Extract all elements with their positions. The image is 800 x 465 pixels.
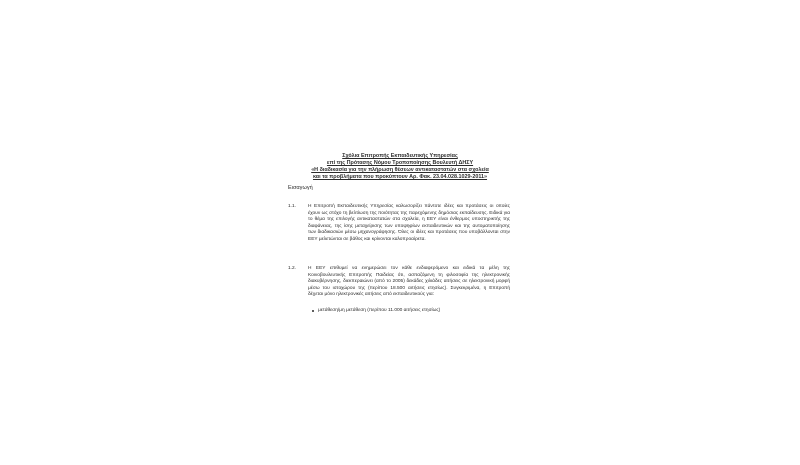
paragraph-number: 1.1.: [288, 204, 297, 209]
title-line: και τα προβλήματα που προκύπτουν Αρ. Φακ. 23.04.028.1029-2011»: [312, 174, 488, 180]
list-item: [312, 308, 512, 315]
bullet-list: [312, 308, 512, 315]
list-item-text: μετάθεση/μη μετάθεση (περίπου 11.000 αιτήσεις ετησίως): [318, 308, 441, 313]
paragraph: [288, 266, 510, 299]
title-line: «Η διαδικασία για την πλήρωση θέσεων αντικαταστατών στα σχολεία: [311, 167, 489, 173]
document-title: [270, 153, 530, 181]
paragraph-text: Η ΕΕΥ επιθυμεί να ενημερώσει τον κάθε ενδιαφερόμενο και ειδικά τα μέλη της Κοινοβουλευτικής Επιτροπής Παιδείας ότι, ασπαζόμενη τη φιλοσοφία της ηλεκτρονικής διακυβέρνησης, διεκπεραιώνει (από το 2005) δεκάδες χιλιάδες αιτήσεις σε ηλεκτρονική μορφή μέσω του ιστοχώρου της (περίπου 18.500 αιτήσεις ετησίως). Συγκεκριμένα, η Επιτροπή δέχεται μόνο ηλεκτρονικές αιτήσεις από εκπαιδευτικούς για:: [308, 266, 510, 298]
title-line: επί της Πρότασης Νόμου Τροποποίησης Βουλευτή ΔΗΣΥ: [326, 160, 474, 166]
title-line: Σχόλια Επιτροπής Εκπαιδευτικής Υπηρεσίας: [342, 153, 458, 159]
section-heading: Εισαγωγή: [288, 185, 313, 191]
paragraph: [288, 204, 510, 244]
paragraph-number: 1.2.: [288, 266, 297, 271]
paragraph-text: Η Επιτροπή Εκπαιδευτικής Υπηρεσίας καλωσορίζει πάντοτε ιδέες και προτάσεις οι οποίες έχουν ως στόχο τη βελτίωση της ποιότητας της παρεχόμενης δημόσιας εκπαίδευσης. Ειδικά για το θέμα της επιλογής αντικαταστατών στα σχολεία, η ΕΕΥ είναι ένθερμος υποστηρικτής της διαφάνειας, της ίσης μεταχείρισης των υποψηφίων εκπαιδευτικών και της αυτοματοποίησης των διαδικασιών μέσω μηχανογράφησης. Όλες οι ιδέες και προτάσεις που υποβάλλονται στην ΕΕΥ μελετώνται σε βάθος και κρίνονται καλοπροαίρετα.: [308, 204, 510, 242]
bullet-icon: [312, 310, 314, 312]
